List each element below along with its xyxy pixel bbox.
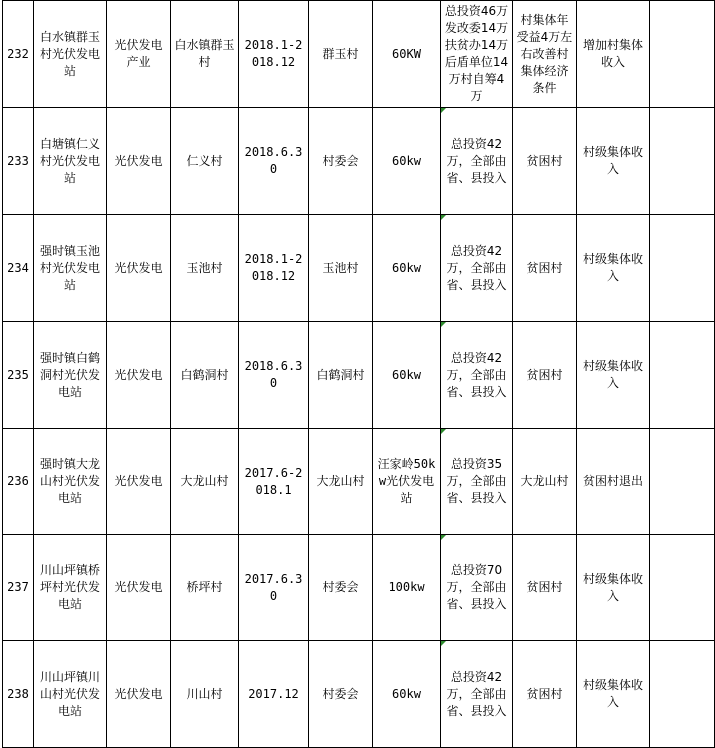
- cell-beneficiary-text: 贫困村: [526, 686, 563, 701]
- cell-investment[interactable]: [441, 215, 513, 322]
- cell-owner-text: 村委会: [322, 580, 359, 594]
- cell-period[interactable]: [239, 108, 309, 215]
- cell-owner-text: 村委会: [322, 153, 359, 168]
- cell-project-type-text: 光伏发电: [114, 580, 163, 594]
- cell-benefit[interactable]: [577, 641, 650, 748]
- cell-number[interactable]: [3, 108, 34, 215]
- cell-investment-text: 总投资70万，全部由省、县投入: [446, 563, 507, 611]
- cell-beneficiary[interactable]: [513, 108, 577, 215]
- cell-period-text: 2018.1-2018.12: [244, 38, 303, 69]
- cell-period-text: 2017.6.30: [244, 571, 303, 603]
- comment-indicator-icon: [441, 108, 446, 113]
- comment-indicator-icon: [441, 322, 446, 327]
- cell-scale[interactable]: [373, 641, 441, 748]
- cell-benefit-text: 村级集体收入: [582, 571, 643, 603]
- cell-location-text: 桥坪村: [186, 580, 223, 594]
- cell-benefit-text: 村级集体收入: [582, 359, 643, 390]
- cell-beneficiary-text: 贫困村: [526, 367, 563, 382]
- cell-scale[interactable]: [373, 322, 441, 429]
- table-row[interactable]: [3, 1, 715, 108]
- cell-scale-text: 60kw: [392, 260, 421, 275]
- cell-period-text: 2018.6.30: [244, 359, 303, 390]
- cell-investment[interactable]: [441, 429, 513, 535]
- comment-indicator-icon: [441, 641, 446, 646]
- table-row[interactable]: [3, 535, 715, 641]
- cell-benefit-text: 村级集体收入: [582, 252, 643, 283]
- cell-benefit[interactable]: [577, 429, 650, 535]
- cell-owner-text: 白鹤洞村: [316, 367, 365, 382]
- cell-number-text: 234: [7, 260, 29, 275]
- table-row[interactable]: [3, 108, 715, 215]
- cell-remark[interactable]: [650, 535, 715, 641]
- cell-beneficiary[interactable]: [513, 322, 577, 429]
- cell-benefit[interactable]: [577, 535, 650, 641]
- cell-period-text: 2017.6-2018.1: [244, 465, 303, 497]
- cell-beneficiary-text: 贫困村: [526, 580, 563, 594]
- cell-location-text: 白鹤洞村: [180, 367, 229, 382]
- cell-scale-text: 100kw: [388, 580, 425, 594]
- cell-project-type-text: 光伏发电: [114, 686, 163, 701]
- cell-project-name-text: 川山坪镇川山村光伏发电站: [39, 669, 100, 718]
- cell-project-name-text: 强时镇大龙山村光伏发电站: [39, 457, 100, 505]
- cell-location[interactable]: [171, 215, 239, 322]
- cell-project-type[interactable]: [107, 108, 171, 215]
- cell-beneficiary[interactable]: [513, 429, 577, 535]
- cell-owner[interactable]: [309, 429, 373, 535]
- cell-location-text: 川山村: [186, 686, 223, 701]
- cell-period[interactable]: [239, 322, 309, 429]
- cell-number[interactable]: [3, 641, 34, 748]
- cell-number[interactable]: [3, 215, 34, 322]
- cell-investment[interactable]: [441, 535, 513, 641]
- table-row[interactable]: [3, 322, 715, 429]
- cell-remark[interactable]: [650, 322, 715, 429]
- cell-number-text: 236: [7, 474, 29, 488]
- cell-project-name-text: 白水镇群玉村光伏发电站: [39, 29, 100, 78]
- cell-investment-text: 总投资42万，全部由省、县投入: [446, 669, 507, 718]
- cell-project-name[interactable]: [34, 1, 107, 108]
- cell-owner[interactable]: [309, 641, 373, 748]
- cell-scale-text: 60kw: [392, 153, 421, 168]
- cell-scale[interactable]: [373, 429, 441, 535]
- cell-beneficiary[interactable]: [513, 535, 577, 641]
- cell-number[interactable]: [3, 322, 34, 429]
- cell-project-type[interactable]: [107, 215, 171, 322]
- table-row[interactable]: [3, 429, 715, 535]
- cell-owner[interactable]: [309, 108, 373, 215]
- table-row[interactable]: [3, 215, 715, 322]
- cell-project-type-text: 光伏发电: [114, 153, 163, 168]
- cell-project-name[interactable]: [34, 322, 107, 429]
- cell-benefit[interactable]: [577, 108, 650, 215]
- cell-period[interactable]: [239, 641, 309, 748]
- cell-project-name-text: 强时镇玉池村光伏发电站: [39, 243, 100, 292]
- cell-benefit-text: 村级集体收入: [582, 678, 643, 709]
- cell-benefit[interactable]: [577, 322, 650, 429]
- cell-beneficiary-text: 村集体年受益4万左右改善村集体经济条件: [516, 12, 573, 95]
- comment-indicator-icon: [441, 429, 446, 434]
- comment-indicator-icon: [441, 535, 446, 540]
- project-table: [2, 0, 715, 748]
- cell-period[interactable]: [239, 215, 309, 322]
- cell-location[interactable]: [171, 641, 239, 748]
- cell-project-name[interactable]: [34, 429, 107, 535]
- cell-scale-text: 60KW: [392, 46, 421, 61]
- cell-project-type-text: 光伏发电: [114, 474, 163, 488]
- table-row[interactable]: [3, 641, 715, 748]
- cell-project-type-text: 光伏发电产业: [114, 38, 163, 69]
- cell-number-text: 235: [7, 367, 29, 382]
- cell-period-text: 2017.12: [248, 686, 299, 701]
- cell-investment-text: 总投资46万发改委14万扶贫办14万后盾单位14万村自筹4万: [444, 4, 509, 103]
- cell-benefit[interactable]: [577, 215, 650, 322]
- cell-project-name-text: 强时镇白鹤洞村光伏发电站: [39, 350, 100, 399]
- cell-benefit-text: 增加村集体收入: [582, 38, 643, 69]
- cell-beneficiary-text: 贫困村: [526, 153, 563, 168]
- cell-owner-text: 村委会: [322, 686, 359, 701]
- cell-location[interactable]: [171, 322, 239, 429]
- cell-project-type-text: 光伏发电: [114, 260, 163, 275]
- cell-project-type[interactable]: [107, 641, 171, 748]
- cell-location[interactable]: [171, 108, 239, 215]
- cell-remark[interactable]: [650, 641, 715, 748]
- cell-number-text: 232: [7, 46, 29, 61]
- cell-scale[interactable]: [373, 1, 441, 108]
- cell-project-type[interactable]: [107, 322, 171, 429]
- cell-period-text: 2018.1-2018.12: [244, 252, 303, 283]
- cell-investment[interactable]: [441, 108, 513, 215]
- cell-owner[interactable]: [309, 535, 373, 641]
- cell-location-text: 仁义村: [186, 153, 223, 168]
- cell-project-type-text: 光伏发电: [114, 367, 163, 382]
- cell-period[interactable]: [239, 429, 309, 535]
- cell-period-text: 2018.6.30: [244, 145, 303, 176]
- cell-scale[interactable]: [373, 535, 441, 641]
- cell-owner-text: 玉池村: [322, 260, 359, 275]
- cell-owner[interactable]: [309, 215, 373, 322]
- cell-location[interactable]: [171, 429, 239, 535]
- cell-period[interactable]: [239, 535, 309, 641]
- cell-remark[interactable]: [650, 215, 715, 322]
- cell-project-name[interactable]: [34, 535, 107, 641]
- cell-project-name-text: 川山坪镇桥坪村光伏发电站: [39, 563, 100, 611]
- cell-scale-text: 60kw: [392, 367, 421, 382]
- cell-remark[interactable]: [650, 1, 715, 108]
- cell-location-text: 白水镇群玉村: [174, 38, 235, 69]
- cell-number[interactable]: [3, 535, 34, 641]
- cell-investment-text: 总投资35万，全部由省、县投入: [446, 457, 507, 505]
- cell-investment[interactable]: [441, 322, 513, 429]
- cell-scale[interactable]: [373, 215, 441, 322]
- cell-owner-text: 群玉村: [322, 46, 359, 61]
- cell-benefit-text: 贫困村退出: [582, 474, 643, 488]
- cell-beneficiary[interactable]: [513, 641, 577, 748]
- cell-scale[interactable]: [373, 108, 441, 215]
- cell-owner-text: 大龙山村: [316, 474, 365, 488]
- cell-number[interactable]: [3, 429, 34, 535]
- cell-benefit-text: 村级集体收入: [582, 145, 643, 176]
- cell-project-type[interactable]: [107, 535, 171, 641]
- cell-investment-text: 总投资42万，全部由省、县投入: [446, 350, 507, 399]
- cell-remark[interactable]: [650, 108, 715, 215]
- cell-investment-text: 总投资42万，全部由省、县投入: [446, 136, 507, 185]
- cell-location[interactable]: [171, 1, 239, 108]
- cell-beneficiary[interactable]: [513, 215, 577, 322]
- cell-project-name-text: 白塘镇仁义村光伏发电站: [39, 136, 100, 185]
- cell-project-name[interactable]: [34, 641, 107, 748]
- cell-number-text: 237: [7, 580, 29, 594]
- cell-project-name[interactable]: [34, 108, 107, 215]
- cell-scale-text: 汪家岭50kw光伏发电站: [377, 457, 436, 505]
- cell-project-type[interactable]: [107, 1, 171, 108]
- cell-project-type[interactable]: [107, 429, 171, 535]
- cell-location-text: 大龙山村: [180, 474, 229, 488]
- cell-number-text: 233: [7, 153, 29, 168]
- cell-remark[interactable]: [650, 429, 715, 535]
- cell-benefit[interactable]: [577, 1, 650, 108]
- cell-investment[interactable]: [441, 1, 513, 108]
- cell-number[interactable]: [3, 1, 34, 108]
- comment-indicator-icon: [441, 215, 446, 220]
- cell-beneficiary-text: 贫困村: [526, 260, 563, 275]
- cell-owner[interactable]: [309, 322, 373, 429]
- table-body: [3, 1, 715, 748]
- cell-beneficiary[interactable]: [513, 1, 577, 108]
- cell-beneficiary-text: 大龙山村: [520, 474, 569, 488]
- cell-number-text: 238: [7, 686, 29, 701]
- cell-investment[interactable]: [441, 641, 513, 748]
- cell-location-text: 玉池村: [186, 260, 223, 275]
- cell-owner[interactable]: [309, 1, 373, 108]
- cell-location[interactable]: [171, 535, 239, 641]
- cell-scale-text: 60kw: [392, 686, 421, 701]
- cell-period[interactable]: [239, 1, 309, 108]
- cell-project-name[interactable]: [34, 215, 107, 322]
- cell-investment-text: 总投资42万，全部由省、县投入: [446, 243, 507, 292]
